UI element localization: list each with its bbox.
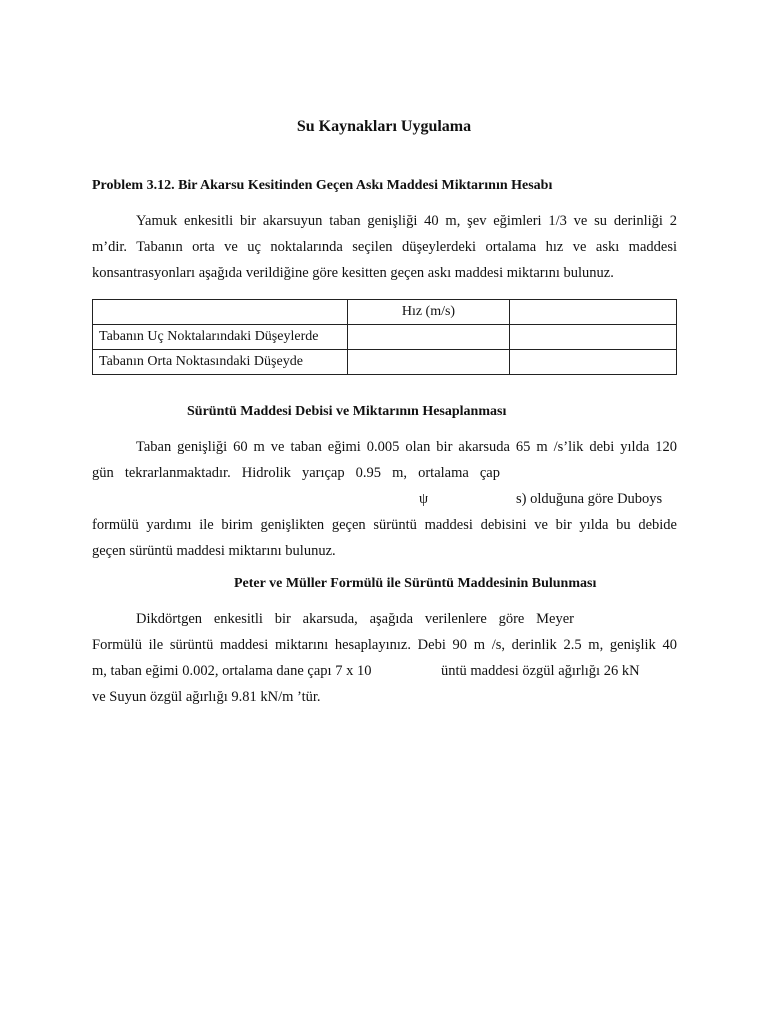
peter-muller-paragraph: [92, 606, 677, 710]
page-title: Su Kaynakları Uygulama: [296, 118, 472, 135]
paragraph-line: ve Suyun özgül ağırlığı 9.81 kN/m ’tür.: [92, 689, 321, 705]
paragraph-line: [92, 486, 677, 512]
table-row: [93, 350, 677, 375]
problem-heading: Problem 3.12. Bir Akarsu Kesitinden Geçen Askı Maddesi Miktarının Hesabı: [92, 178, 553, 193]
table-cell: [347, 350, 509, 375]
problem-paragraph: [92, 208, 677, 286]
table-cell: [510, 350, 677, 375]
table-row-label: Tabanın Orta Noktasındaki Düşeyde: [93, 350, 348, 375]
table-header-row: [93, 300, 677, 325]
section-heading-peter-muller: Peter ve Müller Formülü ile Sürüntü Maddesinin Bulunması: [234, 576, 597, 591]
table-header-velocity: Hız (m/s): [347, 300, 509, 325]
table-cell: [510, 300, 677, 325]
paragraph-line: Taban genişliği 60 m ve taban eğimi 0.005 olan bir akarsuda 65 m /s’lik debi yılda 120: [136, 439, 677, 455]
paragraph-line: m’dir. Tabanın orta ve uç noktalarında seçilen düşeylerdeki ortalama hız ve askı maddesi: [92, 239, 677, 255]
table-cell: [347, 325, 509, 350]
paragraph-fragment: s) olduğuna göre Duboys: [516, 491, 663, 507]
section-heading-sediment: Sürüntü Maddesi Debisi ve Miktarının Hesaplanması: [187, 404, 507, 419]
paragraph-line: formülü yardımı ile birim genişlikten geçen sürüntü maddesi debisini ve bir yılda bu debide: [92, 517, 677, 533]
paragraph-line: Dikdörtgen enkesitli bir akarsuda, aşağıda verilenlere göre Meyer: [136, 611, 574, 627]
paragraph-line: Formülü ile sürüntü maddesi miktarını hesaplayınız. Debi 90 m /s, derinlik 2.5 m, genişlik 40: [92, 637, 677, 653]
sediment-paragraph: [92, 434, 677, 564]
psi-symbol: ψ: [419, 491, 429, 507]
table-cell: [510, 325, 677, 350]
paragraph-fragment: üntü maddesi özgül ağırlığı 26 kN: [441, 663, 640, 679]
table-row: [93, 325, 677, 350]
table-row-label: Tabanın Uç Noktalarındaki Düşeylerde: [93, 325, 348, 350]
paragraph-line: konsantrasyonları aşağıda verildiğine göre kesitten geçen askı maddesi miktarını bulunuz.: [92, 265, 614, 281]
paragraph-line: [92, 658, 677, 684]
paragraph-line: Yamuk enkesitli bir akarsuyun taban genişliği 40 m, şev eğimleri 1/3 ve su derinliği 2: [136, 213, 677, 229]
velocity-table: [92, 299, 677, 375]
paragraph-line: gün tekrarlanmaktadır. Hidrolik yarıçap 0.95 m, ortalama çap: [92, 465, 500, 481]
paragraph-line: geçen sürüntü maddesi miktarını bulunuz.: [92, 543, 336, 559]
paragraph-fragment: m, taban eğimi 0.002, ortalama dane çapı 7 x 10: [92, 663, 372, 679]
table-cell: [93, 300, 348, 325]
